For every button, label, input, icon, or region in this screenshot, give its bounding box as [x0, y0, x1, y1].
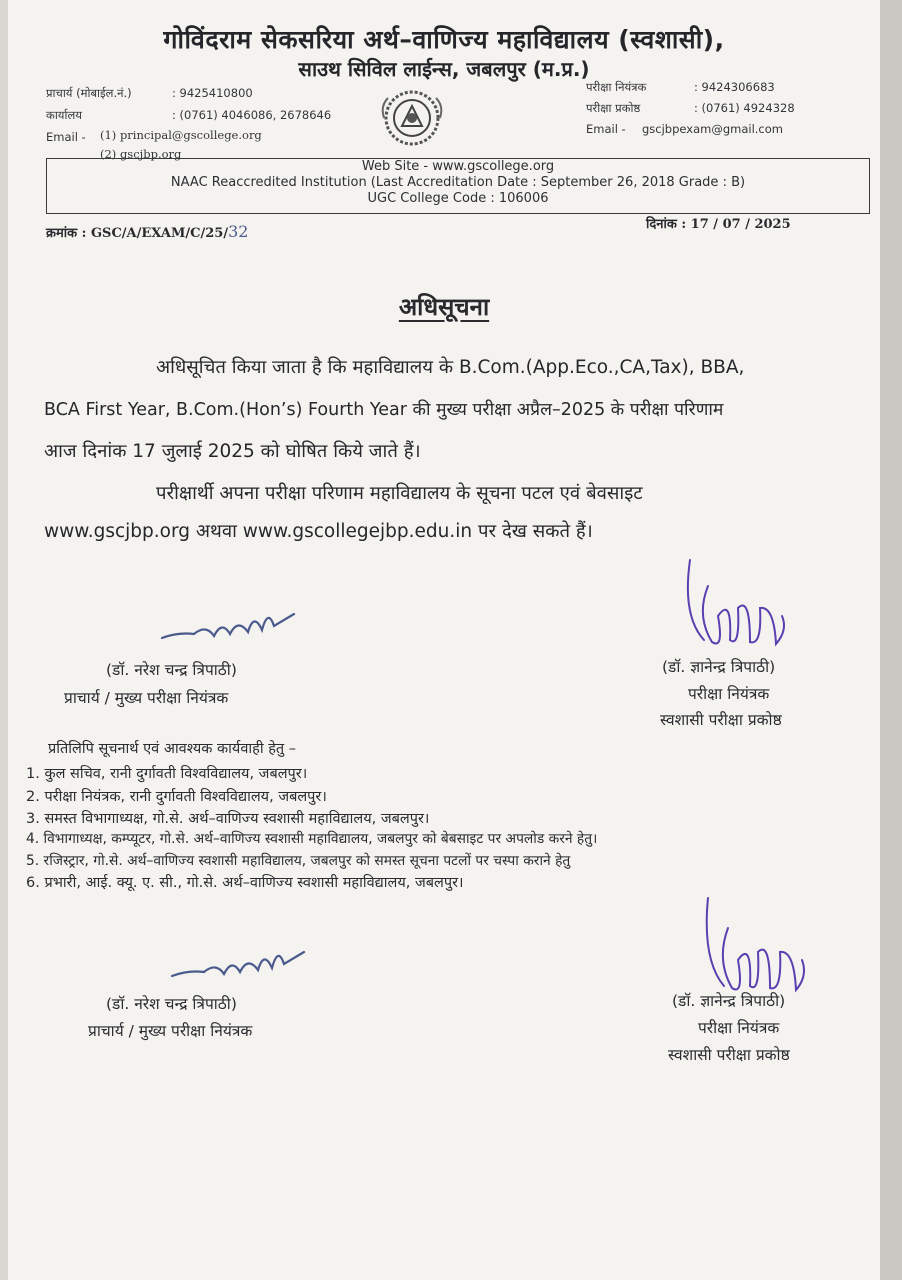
notice-para2-line1: परीक्षार्थी अपना परीक्षा परिणाम महाविद्यालय के सूचना पटल एवं बेवसाइट — [156, 483, 643, 504]
principal-email: (1) principal@gscollege.org — [100, 128, 262, 142]
principal-signature-icon — [158, 602, 298, 652]
principal-mobile: : 9425410800 — [172, 86, 253, 100]
accreditation-box — [46, 158, 870, 214]
principal-name: (डॉ. नरेश चन्द्र त्रिपाठी) — [106, 661, 237, 679]
exam-controller-mobile: : 9424306683 — [694, 80, 775, 94]
exam-controller-title-2: परीक्षा नियंत्रक — [698, 1019, 780, 1037]
exam-controller-name: (डॉ. ज्ञानेन्द्र त्रिपाठी) — [662, 658, 776, 676]
exam-email: gscjbpexam@gmail.com — [642, 122, 783, 136]
principal-name-2: (डॉ. नरेश चन्द्र त्रिपाठी) — [106, 995, 237, 1013]
principal-title: प्राचार्य / मुख्य परीक्षा नियंत्रक — [64, 689, 229, 707]
copy-to-item: 6. प्रभारी, आई. क्यू. ए. सी., गो.से. अर्थ–वाणिज्य स्वशासी महाविद्यालय, जबलपुर। — [26, 875, 464, 891]
principal-label: प्राचार्य (मोबाईल.नं.) — [46, 86, 132, 100]
college-name: गोविंदराम सेकसरिया अर्थ–वाणिज्य महाविद्यालय (स्वशासी), — [163, 25, 725, 54]
naac-line: NAAC Reaccredited Institution (Last Accreditation Date : September 26, 2018 Grade : B) — [170, 175, 746, 190]
notice-para1-line3: आज दिनांक 17 जुलाई 2025 को घोषित किये जाते हैं। — [44, 441, 421, 462]
college-address: साउथ सिविल लाईन्स, जबलपुर (म.प्र.) — [298, 57, 590, 81]
principal-signature-2-icon — [168, 938, 308, 988]
copy-to-item: 1. कुल सचिव, रानी दुर्गावती विश्वविद्यालय, जबलपुर। — [26, 766, 308, 782]
copy-to-item: 2. परीक्षा नियंत्रक, रानी दुर्गावती विश्वविद्यालय, जबलपुर। — [26, 789, 327, 805]
office-label: कार्यालय — [46, 108, 82, 122]
exam-controller-signature-icon — [678, 556, 798, 656]
notice-heading: अधिसूचना — [398, 293, 490, 321]
website-line: Web Site - www.gscollege.org — [361, 159, 555, 174]
college-email: (2) gscjbp.org — [100, 147, 182, 161]
copy-to-item: 5. रजिस्ट्रार, गो.से. अर्थ–वाणिज्य स्वशासी महाविद्यालय, जबलपुर को समस्त सूचना पटलों पर चस्पा कराने हेतु — [26, 853, 571, 869]
exam-controller-dept: स्वशासी परीक्षा प्रकोष्ठ — [660, 711, 782, 729]
copy-to-intro: प्रतिलिपि सूचनार्थ एवं आवश्यक कार्यवाही हेतु – — [48, 741, 297, 757]
copy-to-item: 4. विभागाध्यक्ष, कम्प्यूटर, गो.से. अर्थ–वाणिज्य स्वशासी महाविद्यालय, जबलपुर को बेबसाइट पर अपलोड करने हेतु। — [26, 831, 598, 847]
document-page — [8, 0, 880, 1280]
page-edge-shadow — [880, 0, 902, 1280]
exam-controller-name-2: (डॉ. ज्ञानेन्द्र त्रिपाठी) — [672, 992, 786, 1010]
reference-label: क्रमांक : GSC/A/EXAM/C/25/ — [46, 226, 229, 241]
ugc-line: UGC College Code : 106006 — [367, 191, 549, 206]
principal-title-2: प्राचार्य / मुख्य परीक्षा नियंत्रक — [88, 1022, 253, 1040]
office-phone: : (0761) 4046086, 2678646 — [172, 108, 332, 122]
notice-date: दिनांक : 17 / 07 / 2025 — [646, 217, 791, 232]
exam-controller-dept-2: स्वशासी परीक्षा प्रकोष्ठ — [668, 1046, 790, 1064]
notice-para2-line2: www.gscjbp.org अथवा www.gscollegejbp.edu.in पर देख सकते हैं। — [44, 521, 593, 542]
notice-para1-line2: BCA First Year, B.Com.(Hon’s) Fourth Year की मुख्य परीक्षा अप्रैल–2025 के परीक्षा परिणाम — [44, 400, 724, 420]
reference-number — [46, 222, 248, 241]
exam-controller-label: परीक्षा नियंत्रक — [586, 80, 647, 94]
notice-para1-line1: अधिसूचित किया जाता है कि महाविद्यालय के B.Com.(App.Eco.,CA,Tax), BBA, — [156, 357, 745, 378]
email-label: Email - — [46, 130, 86, 144]
exam-cell-phone: : (0761) 4924328 — [694, 101, 795, 115]
college-emblem-icon — [374, 86, 450, 150]
copy-to-item: 3. समस्त विभागाध्यक्ष, गो.से. अर्थ–वाणिज्य स्वशासी महाविद्यालय, जबलपुर। — [26, 811, 430, 827]
exam-controller-signature-2-icon — [698, 894, 818, 1004]
exam-controller-title: परीक्षा नियंत्रक — [688, 685, 770, 703]
exam-email-label: Email - — [586, 122, 626, 136]
exam-cell-label: परीक्षा प्रकोष्ठ — [586, 101, 641, 115]
handwritten-reference-no: 32 — [228, 222, 249, 241]
